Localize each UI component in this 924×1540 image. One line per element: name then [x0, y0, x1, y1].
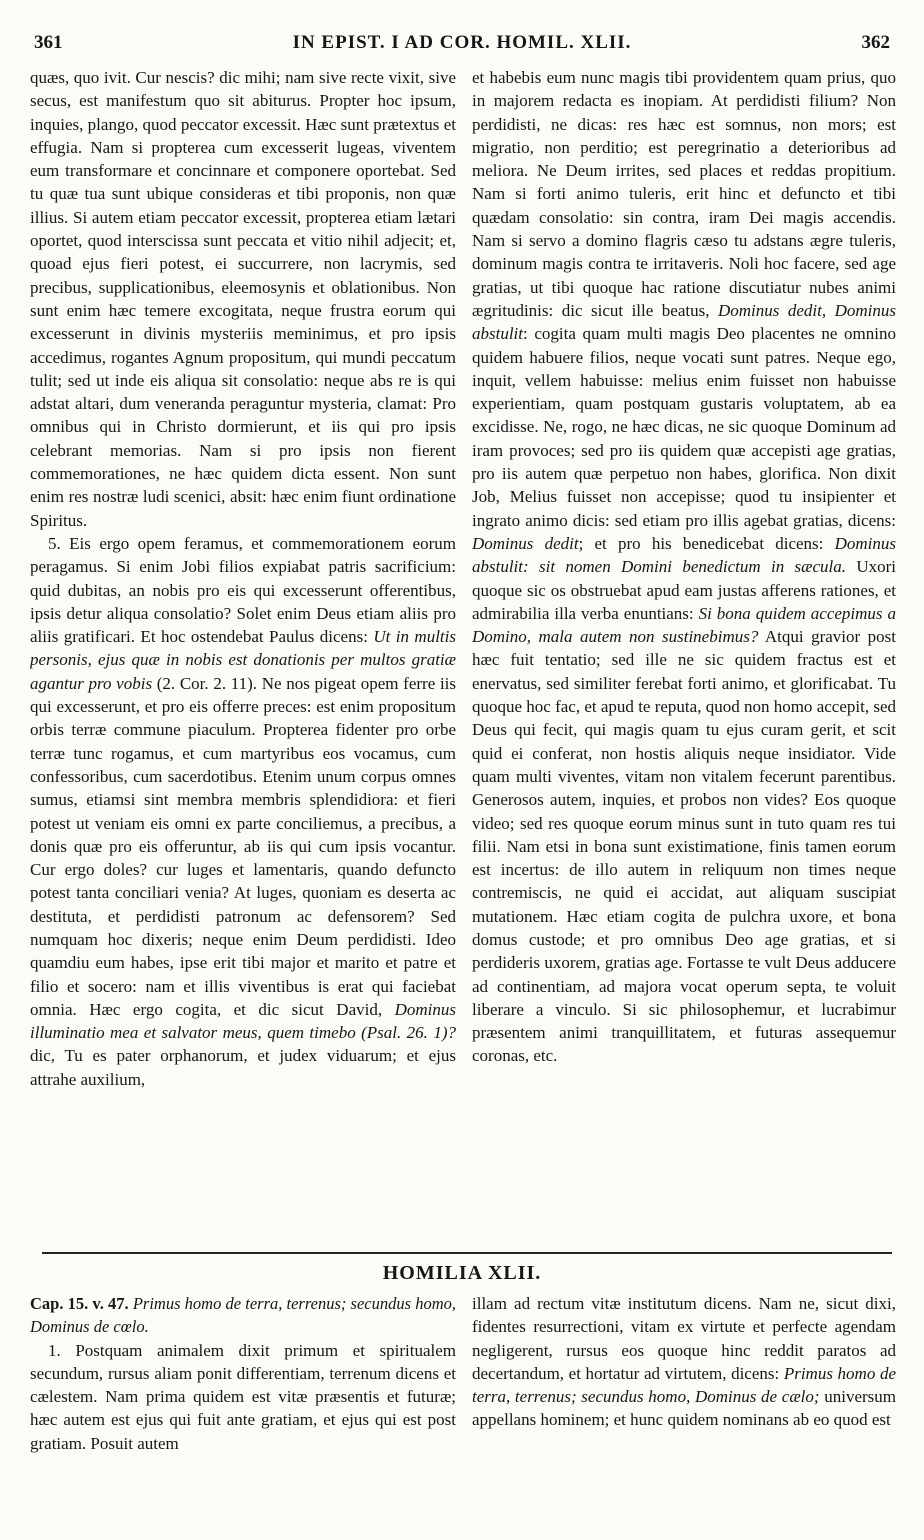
text-run: Uxori quoque sic os obstruebat apud eam justas afferens rationes, et admirabilia illa verba enuntians: — [472, 557, 896, 623]
paragraph-continued — [472, 66, 896, 1068]
homily-right-column — [472, 1292, 896, 1522]
text-run: 5. Eis ergo opem feramus, et commemorationem eorum peragamus. Si enim Jobi filios expiabat patris sacrificium: quid dubitas, an nobis pro eis qui excesserunt offerentibus, ipsis detur aliqua consolatio? Solet enim Deus etiam aliis pro aliis gratificari. Et hoc ostendebat Paulus dicens: — [30, 533, 456, 647]
citation: (Psal. 26. 1)? — [361, 1023, 456, 1043]
text-run: universum appellans hominem; et hunc quidem nominans ab eo quod est — [472, 1387, 896, 1430]
scripture-quote: Primus homo de terra, terrenus; secundus homo, Dominus de cælo; — [472, 1363, 896, 1407]
scripture-quote: Ut in multis personis, ejus quæ in nobis est donationis per multos gratiæ agantur pro vobis — [30, 627, 456, 693]
text-run: Ne nos pigeat opem ferre iis qui excesserunt, et pro eis offerre preces: est enim propositum orbis terræ commune piaculum. Propterea fidenter pro orbe terræ tunc rogamus, et cum martyribus eos vocamus, cum confessoribus, cum sacerdotibus. Etenim unum corpus omnes sumus, etiamsi sint membra membris splendidiora: et fieri potest ut veniam eis omni ex parte conciliemus, a precibus, a donis quæ pro eis offeruntur, ab iis qui cum ipsis vocantur. Cur ergo doles? cur luges et lamentaris, quando defuncto potest tanta conciliari venia? At luges, quoniam es deserta ac destituta, et perdidisti patronum ac defensorem? Sed numquam hoc dixeris; neque enim Deum perdidisti. Ideo quamdiu eum habes, ipse erit tibi major et marito et patre et filio et socero: nam et illis viventibus is erat qui faciebat omnia. Hæc ergo cogita, et dic sicut David, — [30, 673, 456, 1019]
right-column — [472, 66, 896, 1236]
text-run: Atqui gravior post hæc fuit tentatio; sed ille ne sic quidem fractus est et enervatus, sed similiter ferebat forti animo, et glorificabat. Tu quoque hoc fac, et apud te reputa, quod non homo accepit, sed Deus qui fecit, qui magis quam tu ejus curam gerit, et scit quid ei conferat, non hostis aliquis neque insidiator. Vide quam multi viventes, vitam non vitalem fecerunt parentibus. Generosos autem, inquies, et probos non vides? Eos quoque video; sed res quoque eorum minus sunt in tuto quam res tui filii. Nam etsi in bona sunt existimatione, finis tamen eorum est incertus: de illo autem in reliquum non times neque contremiscis, ne quid ei accidat, aut aliquam suscipiat mutationem. Hæc etiam cogita de pulchra uxore, et bona domus custode; et pro omnibus Deo age gratias, et si perdideris uxorem, gratias age. Fortasse te vult Deus adducere ad continentiam, ad majora vocat operum septa, te voluit liberare a vinculo. Si sic philosophemur, et lucrabimur præsentem animi tranquillitatem, et futuras assequemur coronas, etc. — [472, 627, 896, 1066]
scripture-quote: Si bona quidem accepimus a Domino, mala autem non sustinebimus? — [472, 603, 896, 647]
page-number-left: 361 — [34, 32, 63, 53]
scripture-quote: Dominus dedit — [472, 533, 579, 553]
scripture-quote: Dominus dedit, Dominus abstulit — [472, 300, 896, 344]
text-run: : cogita quam multi magis Deo placentes ne omnino quidem habuere filios, neque vocati sunt patres. Neque ego, inquit, vellem habuisse: melius enim fuisset non habuisse experientiam, quam postquam gustaris voluptatem, ab ea excidisse. Ne, rogo, ne hæc dicas, ne sic quoque Dominum ad iram provoces; sed pro iis quidem quæ accepisti age gratias, pro iis autem quæ perpetuo non habes, glorifica. Non dixit Job, Melius fuisset non accepisse; quod tu insipienter et ingrato animo dicis: sed etiam pro illis agebat gratias, dicens: — [472, 324, 896, 530]
chapter-heading — [30, 1292, 456, 1339]
left-column — [30, 66, 456, 1236]
chapter-label: Cap. 15. v. 47. — [30, 1294, 129, 1313]
text-run: dic, Tu es pater orphanorum, et judex viduarum; et ejus attrahe auxilium, — [30, 1046, 456, 1089]
scripture-quote: Dominus abstulit: sit nomen Domini benedictum in sæcula. — [472, 533, 896, 577]
paragraph-5 — [30, 532, 456, 1091]
paragraph-continued: quæs, quo ivit. Cur nescis? dic mihi; nam sive recte vixit, sive secus, est manifestum quo sit abiturus. Propter hoc ipsum, inquies, plango, quod peccator excessit. Hæc sunt prætextus et effugia. Nam si propterea cum excesserit lugeas, viventem eum transformare et concinnare et componere oportebat. Sed tu quæ tua sunt ubique consideras et tibi proponis, non quæ illius. Si autem etiam peccator excessit, propterea etiam lætari oportet, quod interscissa sunt peccata et vitio nihil adjecit; et, quoad ejus fieri potest, ei succurrere, non lacrymis, sed precibus, supplicationibus, eleemosynis et oblationibus. Non sunt enim hæc temere excogitata, neque frustra eorum qui excesserunt in divinis mysteriis meminimus, et pro ipsis accedimus, rogantes Agnum propositum, qui mundi peccatum tulit; sed ut inde eis aliqua sit consolatio: neque abs re is qui adstat altari, dum veneranda peraguntur mysteria, clamat: Pro omnibus qui in Christo dormierunt, et iis qui pro ipsis celebrant memorias. Nam si pro ipsis non fierent commemorationes, ne hæc quidem dicta essent. Non sunt enim res nostræ ludi scenici, absit: hæc enim fiunt ordinatione Spiritus. — [30, 68, 456, 530]
paragraph-1: 1. Postquam animalem dixit primum et spiritualem secundum, rursus aliam ponit differentiam, terrenum dicens et cælestem. Nam prima quidem est vitæ præsentis et futuræ; hæc autem est ejus qui fuit ante gratiam, et ejus qui est post gratiam. Posuit autem — [30, 1340, 456, 1453]
chapter-verse: Primus homo de terra, terrenus; secundus homo, Dominus de cœlo. — [30, 1294, 456, 1337]
section-divider — [42, 1252, 892, 1254]
homily-title: HOMILIA XLII. — [382, 1262, 542, 1284]
homily-left-column — [30, 1292, 456, 1522]
scripture-quote: Dominus illuminatio mea et salvator meus, quem timebo — [30, 999, 456, 1043]
paragraph-continued — [472, 1292, 896, 1432]
text-run: illam ad rectum vitæ institutum dicens. Nam ne, sicut dixi, fidentes resurrectioni, vitam ex virtute et perfecte agendam negligerent, rursus eos quoque hinc reddit paratos ad decertandum, et hortatur ad virtutem, dicens: — [472, 1294, 896, 1383]
page-number-right: 362 — [861, 32, 890, 53]
citation: (2. Cor. 2. 11). — [156, 673, 258, 693]
text-run: ; et pro his benedicebat dicens: — [578, 533, 824, 553]
text-run: et habebis eum nunc magis tibi providentem quam prius, quo in majorem redacta es inopiam. At perdidisti filium? Non perdidisti, ne dicas: res hæc est somnus, non mors; est migratio, non perditio; est peregrinatio a deterioribus ad meliora. Ne Deum irrites, sed places et reddas propitium. Nam si forti animo tuleris, erit hinc et defuncto et tibi quædam consolatio: sin contra, iram Dei magis accendis. Nam si servo a domino flagris cæso tu adstans ægre tuleris, dominum magis contra te irritaveris. Noli hoc facere, sed age gratias, ut tibi quoque hac ratione discutiatur nubes animi ægritudinis: dic sicut ille beatus, — [472, 68, 896, 320]
running-title: IN EPIST. I AD COR. HOMIL. XLII. — [292, 32, 632, 53]
running-header — [34, 32, 890, 58]
